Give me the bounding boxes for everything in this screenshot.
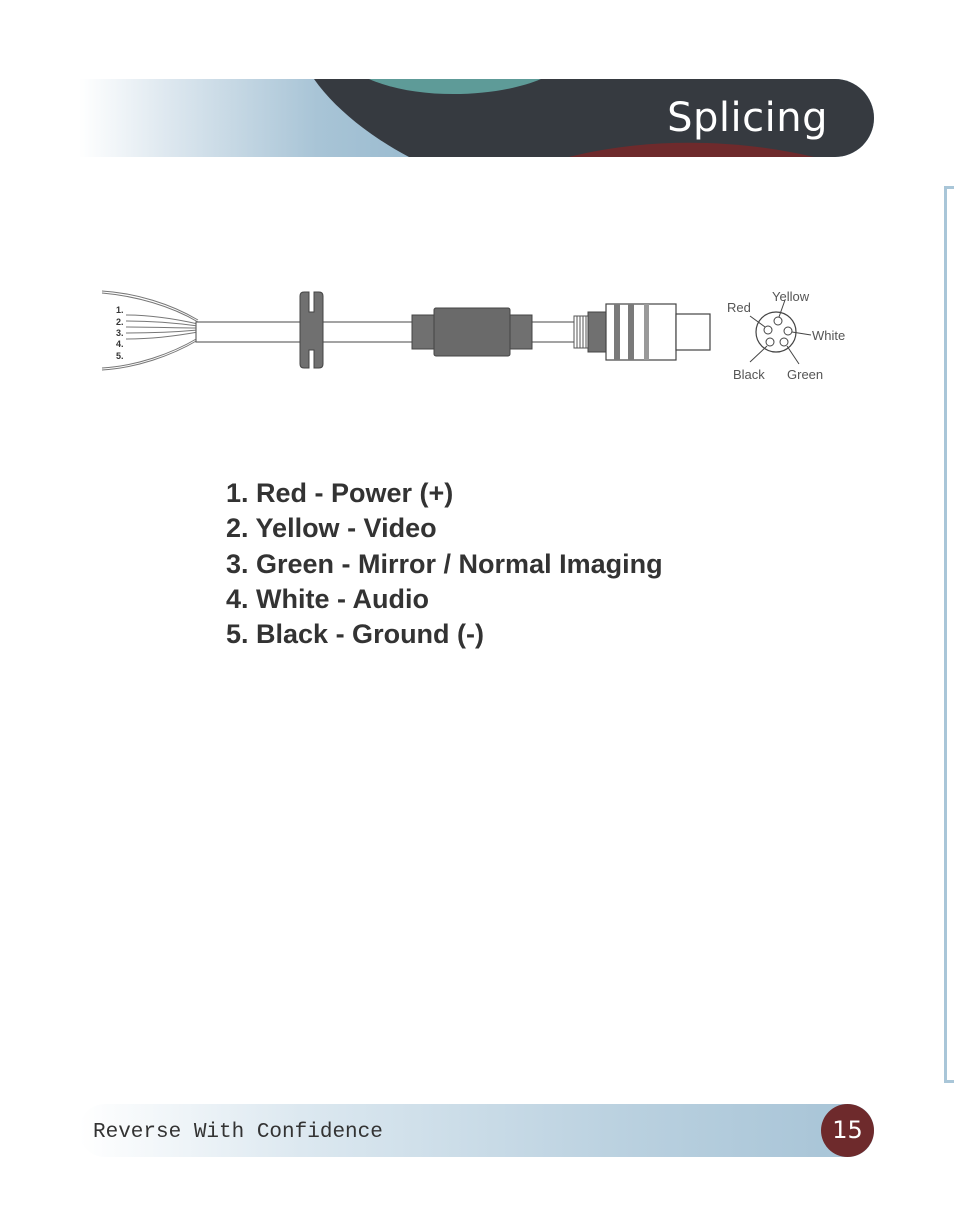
list-item: 5. Black - Ground (-) xyxy=(226,619,485,650)
side-rule xyxy=(944,186,954,1083)
mounting-grommet xyxy=(300,292,323,368)
ferrite-core xyxy=(412,308,532,356)
pin-label-green: Green xyxy=(787,367,824,382)
wire-number-labels xyxy=(116,305,124,361)
black-pin xyxy=(766,338,774,346)
connector-pinout xyxy=(727,289,845,382)
footer-tagline: Reverse With Confidence xyxy=(93,1121,383,1144)
wire-number-2: 2. xyxy=(116,317,124,327)
page-title: Splicing xyxy=(667,95,828,141)
cable-diagram xyxy=(96,282,856,390)
list-item: 2. Yellow - Video xyxy=(226,513,437,544)
page-footer xyxy=(79,1104,874,1157)
yellow-pin xyxy=(774,317,782,325)
white-pin xyxy=(784,327,792,335)
red-pin xyxy=(764,326,772,334)
wire-number-5: 5. xyxy=(116,351,124,361)
wire-number-1: 1. xyxy=(116,305,124,315)
pin-label-red: Red xyxy=(727,300,751,315)
green-pin xyxy=(780,338,788,346)
plug-strain-relief xyxy=(574,312,608,352)
page-header xyxy=(79,79,874,157)
pin-label-black: Black xyxy=(733,367,765,382)
pin-label-yellow: Yellow xyxy=(772,289,810,304)
list-item: 3. Green - Mirror / Normal Imaging xyxy=(226,548,663,579)
list-item: 4. White - Audio xyxy=(226,583,429,614)
plug-body xyxy=(606,304,710,360)
wire-number-3: 3. xyxy=(116,328,124,338)
page-number: 15 xyxy=(821,1104,874,1157)
list-item: 1. Red - Power (+) xyxy=(226,478,454,508)
wire-color-list xyxy=(226,476,663,652)
pin-label-white: White xyxy=(812,328,846,343)
wire-number-4: 4. xyxy=(116,339,124,349)
